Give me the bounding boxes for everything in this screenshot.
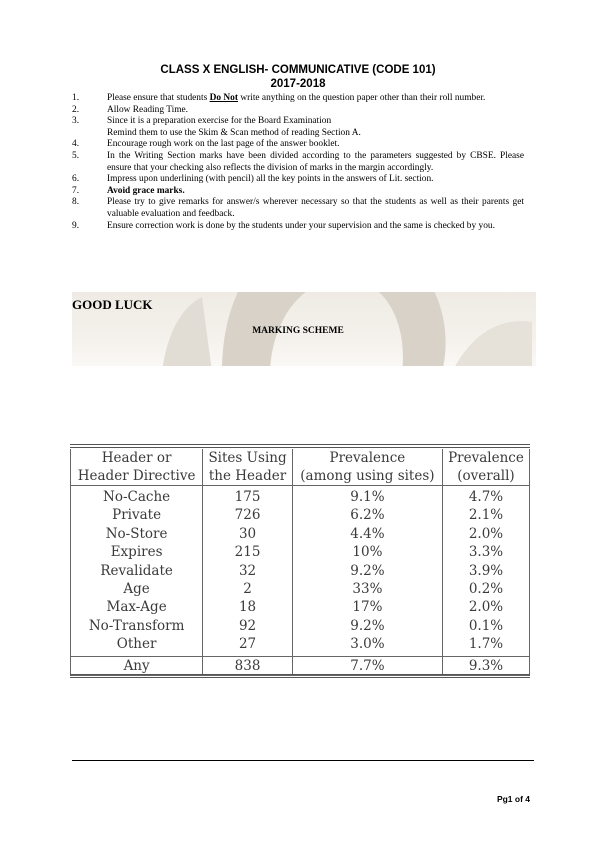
document-year: 2017-2018 — [270, 78, 326, 90]
item-text: Impress upon underlining (with pencil) all the key points in the answers of Lit. section. — [107, 174, 434, 185]
cell-overall: 9.3% — [442, 656, 529, 675]
cell-sites: 726 — [203, 506, 293, 524]
table-row — [71, 562, 530, 580]
item-text: Please ensure that students — [107, 93, 210, 103]
table-row — [71, 506, 530, 524]
data-table — [70, 449, 530, 676]
cell-directive: Other — [71, 635, 203, 656]
item-number: 8. — [72, 197, 80, 208]
table-row — [71, 635, 530, 656]
cell-directive: Expires — [71, 543, 203, 561]
cell-overall: 3.3% — [442, 543, 529, 561]
cell-among: 6.2% — [292, 506, 442, 524]
item-text: Remind them to use the Skim & Scan method of reading Section A. — [107, 127, 361, 138]
table-row — [71, 525, 530, 543]
cell-among: 17% — [292, 598, 442, 616]
table-row — [71, 580, 530, 598]
cell-directive: Any — [71, 656, 203, 675]
cell-directive: No-Cache — [71, 486, 203, 507]
item-text: Please try to give remarks for answer/s wherever necessary so that the students as well as their parents get valuable evaluation and feedback. — [107, 197, 524, 219]
item-emphasis: Do Not — [209, 93, 238, 103]
column-header: Prevalence (among using sites) — [292, 449, 442, 486]
instruction-item — [72, 116, 524, 139]
cell-sites: 2 — [203, 580, 293, 598]
cell-sites: 30 — [203, 525, 293, 543]
table-row — [71, 486, 530, 507]
good-luck-heading: GOOD LUCK — [72, 297, 153, 312]
cell-directive: No-Store — [71, 525, 203, 543]
item-text: Since it is a preparation exercise for the Board Examination — [107, 116, 332, 127]
item-number: 9. — [72, 220, 80, 231]
item-number: 6. — [72, 174, 80, 185]
column-header: Sites Using the Header — [203, 449, 293, 486]
item-text: Allow Reading Time. — [107, 104, 188, 115]
instruction-item — [72, 151, 524, 174]
instruction-item — [72, 174, 524, 186]
cell-overall: 3.9% — [442, 562, 529, 580]
instructions-list — [72, 93, 524, 232]
item-number: 4. — [72, 139, 80, 150]
item-text: Ensure correction work is done by the students under your supervision and the same is checked by you. — [107, 220, 495, 231]
table-header-row — [71, 449, 530, 486]
table-row — [71, 617, 530, 635]
cell-overall: 2.0% — [442, 598, 529, 616]
cell-sites: 27 — [203, 635, 293, 656]
column-header: Prevalence (overall) — [442, 449, 529, 486]
table-total-row — [71, 656, 530, 675]
cell-sites: 838 — [203, 656, 293, 675]
cell-among: 3.0% — [292, 635, 442, 656]
cell-among: 33% — [292, 580, 442, 598]
item-number: 2. — [72, 104, 80, 115]
cell-among: 9.2% — [292, 562, 442, 580]
table-rule — [70, 444, 530, 445]
document-title: CLASS X ENGLISH- COMMUNICATIVE (CODE 101) — [160, 64, 436, 76]
cell-overall: 0.1% — [442, 617, 529, 635]
cell-directive: Revalidate — [71, 562, 203, 580]
cell-among: 10% — [292, 543, 442, 561]
column-header: Header or Header Directive — [71, 449, 203, 486]
cell-among: 9.2% — [292, 617, 442, 635]
cell-directive: Age — [71, 580, 203, 598]
item-text: write anything on the question paper other than their roll number. — [237, 93, 486, 103]
table-rule — [70, 677, 530, 678]
instruction-item — [72, 186, 524, 198]
cell-sites: 18 — [203, 598, 293, 616]
page-number: Pg1 of 4 — [496, 794, 530, 804]
item-text: Avoid grace marks. — [107, 185, 185, 196]
cell-overall: 4.7% — [442, 486, 529, 507]
item-number: 5. — [72, 150, 80, 161]
item-number: 7. — [72, 185, 80, 196]
cell-overall: 2.0% — [442, 525, 529, 543]
instruction-item — [72, 93, 524, 105]
cell-among: 9.1% — [292, 486, 442, 507]
item-text: In the Writing Section marks have been divided according to the parameters suggested by CBSE. Please ensure that your checking also reflects the division of marks in the margin accordingly. — [107, 150, 524, 173]
instruction-item — [72, 139, 524, 151]
cell-directive: No-Transform — [71, 617, 203, 635]
cell-among: 4.4% — [292, 525, 442, 543]
cell-among: 7.7% — [292, 656, 442, 675]
cell-directive: Max-Age — [71, 598, 203, 616]
marking-scheme-heading: MARKING SCHEME — [252, 326, 344, 336]
footer-divider — [72, 760, 534, 761]
table-row — [71, 598, 530, 616]
cell-sites: 32 — [203, 562, 293, 580]
cell-overall: 0.2% — [442, 580, 529, 598]
cell-overall: 2.1% — [442, 506, 529, 524]
item-number: 3. — [72, 116, 80, 127]
item-text: Encourage rough work on the last page of the answer booklet. — [107, 139, 340, 150]
cell-sites: 215 — [203, 543, 293, 561]
instruction-item — [72, 221, 524, 233]
cell-sites: 175 — [203, 486, 293, 507]
instruction-item — [72, 197, 524, 220]
cell-overall: 1.7% — [442, 635, 529, 656]
table-rule — [70, 674, 530, 675]
header-prevalence-table — [70, 444, 530, 680]
cell-directive: Private — [71, 506, 203, 524]
item-number: 1. — [72, 93, 80, 103]
table-row — [71, 543, 530, 561]
instruction-item — [72, 105, 524, 117]
table-rule — [70, 447, 530, 448]
cell-sites: 92 — [203, 617, 293, 635]
